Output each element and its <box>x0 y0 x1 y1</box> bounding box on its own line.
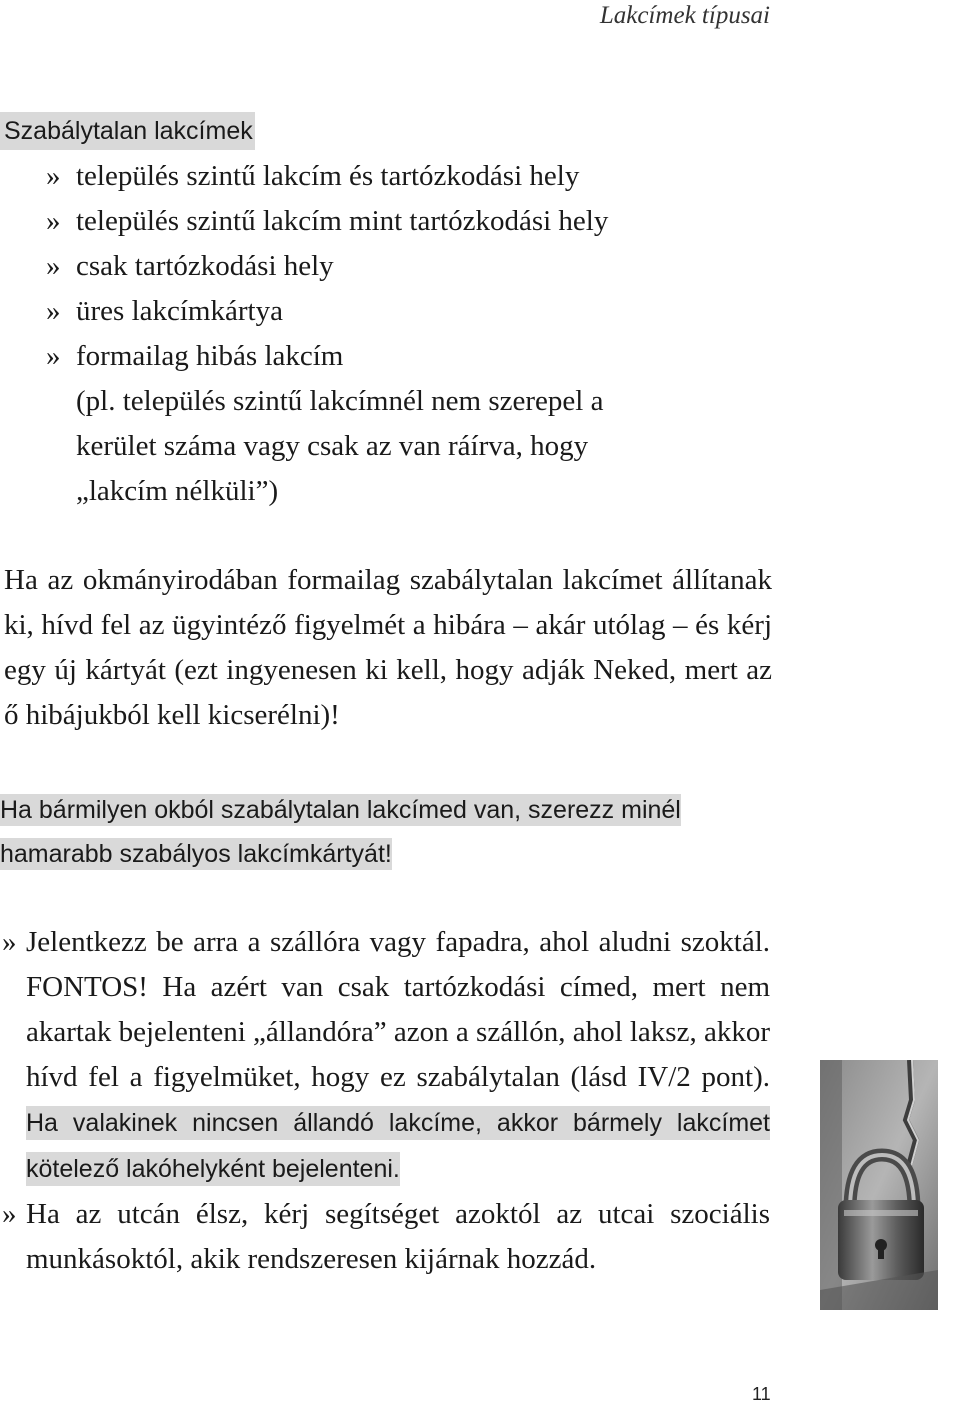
list-item-text: formailag hibás lakcím <box>76 340 344 372</box>
list-item-note <box>0 379 760 514</box>
list-item <box>0 1192 770 1282</box>
bullet-marker: » <box>2 1198 17 1230</box>
highlighted-advice: Ha valakinek nincsen állandó lakcíme, akkor bármely lakcímet kötelező lakóhelyként bejelenteni. <box>26 1106 770 1186</box>
running-header: Lakcímek típusai <box>599 2 770 29</box>
bullet-marker: » <box>46 340 61 372</box>
section-heading: Szabálytalan lakcímek <box>0 112 255 150</box>
page-number: 11 <box>752 1384 771 1404</box>
callout-line-1: Ha bármilyen okból szabálytalan lakcímed van, szerezz minél <box>0 796 681 824</box>
irregular-address-list <box>0 154 760 514</box>
bullet-marker: » <box>46 295 61 327</box>
body-paragraph: Ha az okmányirodában formailag szabálytalan lakcímet állítanak ki, hívd fel az ügyintéző figyelmét a hibára – akár utólag – és kérj egy új kártyát (ezt ingyenesen ki kell, hogy adják Neked, mert az ő hibájukból kell kicserélni)! <box>4 564 772 731</box>
advice-text: Jelentkezz be arra a szállóra vagy fapadra, ahol aludni szoktál. FONTOS! Ha azért van csak tartózkodási címed, mert nem akartak bejelenteni „állandóra” azon a szállón, ahol laksz, akkor hívd fel a figyelmüket, hogy ez szabálytalan (lásd IV/2 pont). <box>26 926 770 1093</box>
bullet-marker: » <box>2 926 17 958</box>
advice-list <box>0 920 770 1282</box>
bullet-marker: » <box>46 160 61 192</box>
bullet-marker: » <box>46 205 61 237</box>
list-item-text: csak tartózkodási hely <box>76 250 334 282</box>
example-note: (pl. település szintű lakcímnél nem szerepel a kerület száma vagy csak az van ráírva, hogy „lakcím nélküli”) <box>76 385 604 507</box>
list-item <box>0 920 770 1192</box>
callout-line-2: hamarabb szabályos lakcímkártyát! <box>0 840 392 868</box>
bullet-marker: » <box>46 250 61 282</box>
list-item-text: település szintű lakcím és tartózkodási hely <box>76 160 580 192</box>
padlock-photo <box>820 1060 938 1310</box>
advice-text: Ha az utcán élsz, kérj segítséget azoktól az utcai szociális munkásoktól, akik rendszeresen kijárnak hozzád. <box>26 1198 770 1275</box>
list-item <box>0 199 760 244</box>
callout-box <box>0 788 856 876</box>
list-item <box>0 334 760 379</box>
list-item-text: település szintű lakcím mint tartózkodási hely <box>76 205 609 237</box>
list-item <box>0 244 760 289</box>
list-item <box>0 289 760 334</box>
list-item <box>0 154 760 199</box>
list-item-text: üres lakcímkártya <box>76 295 283 327</box>
